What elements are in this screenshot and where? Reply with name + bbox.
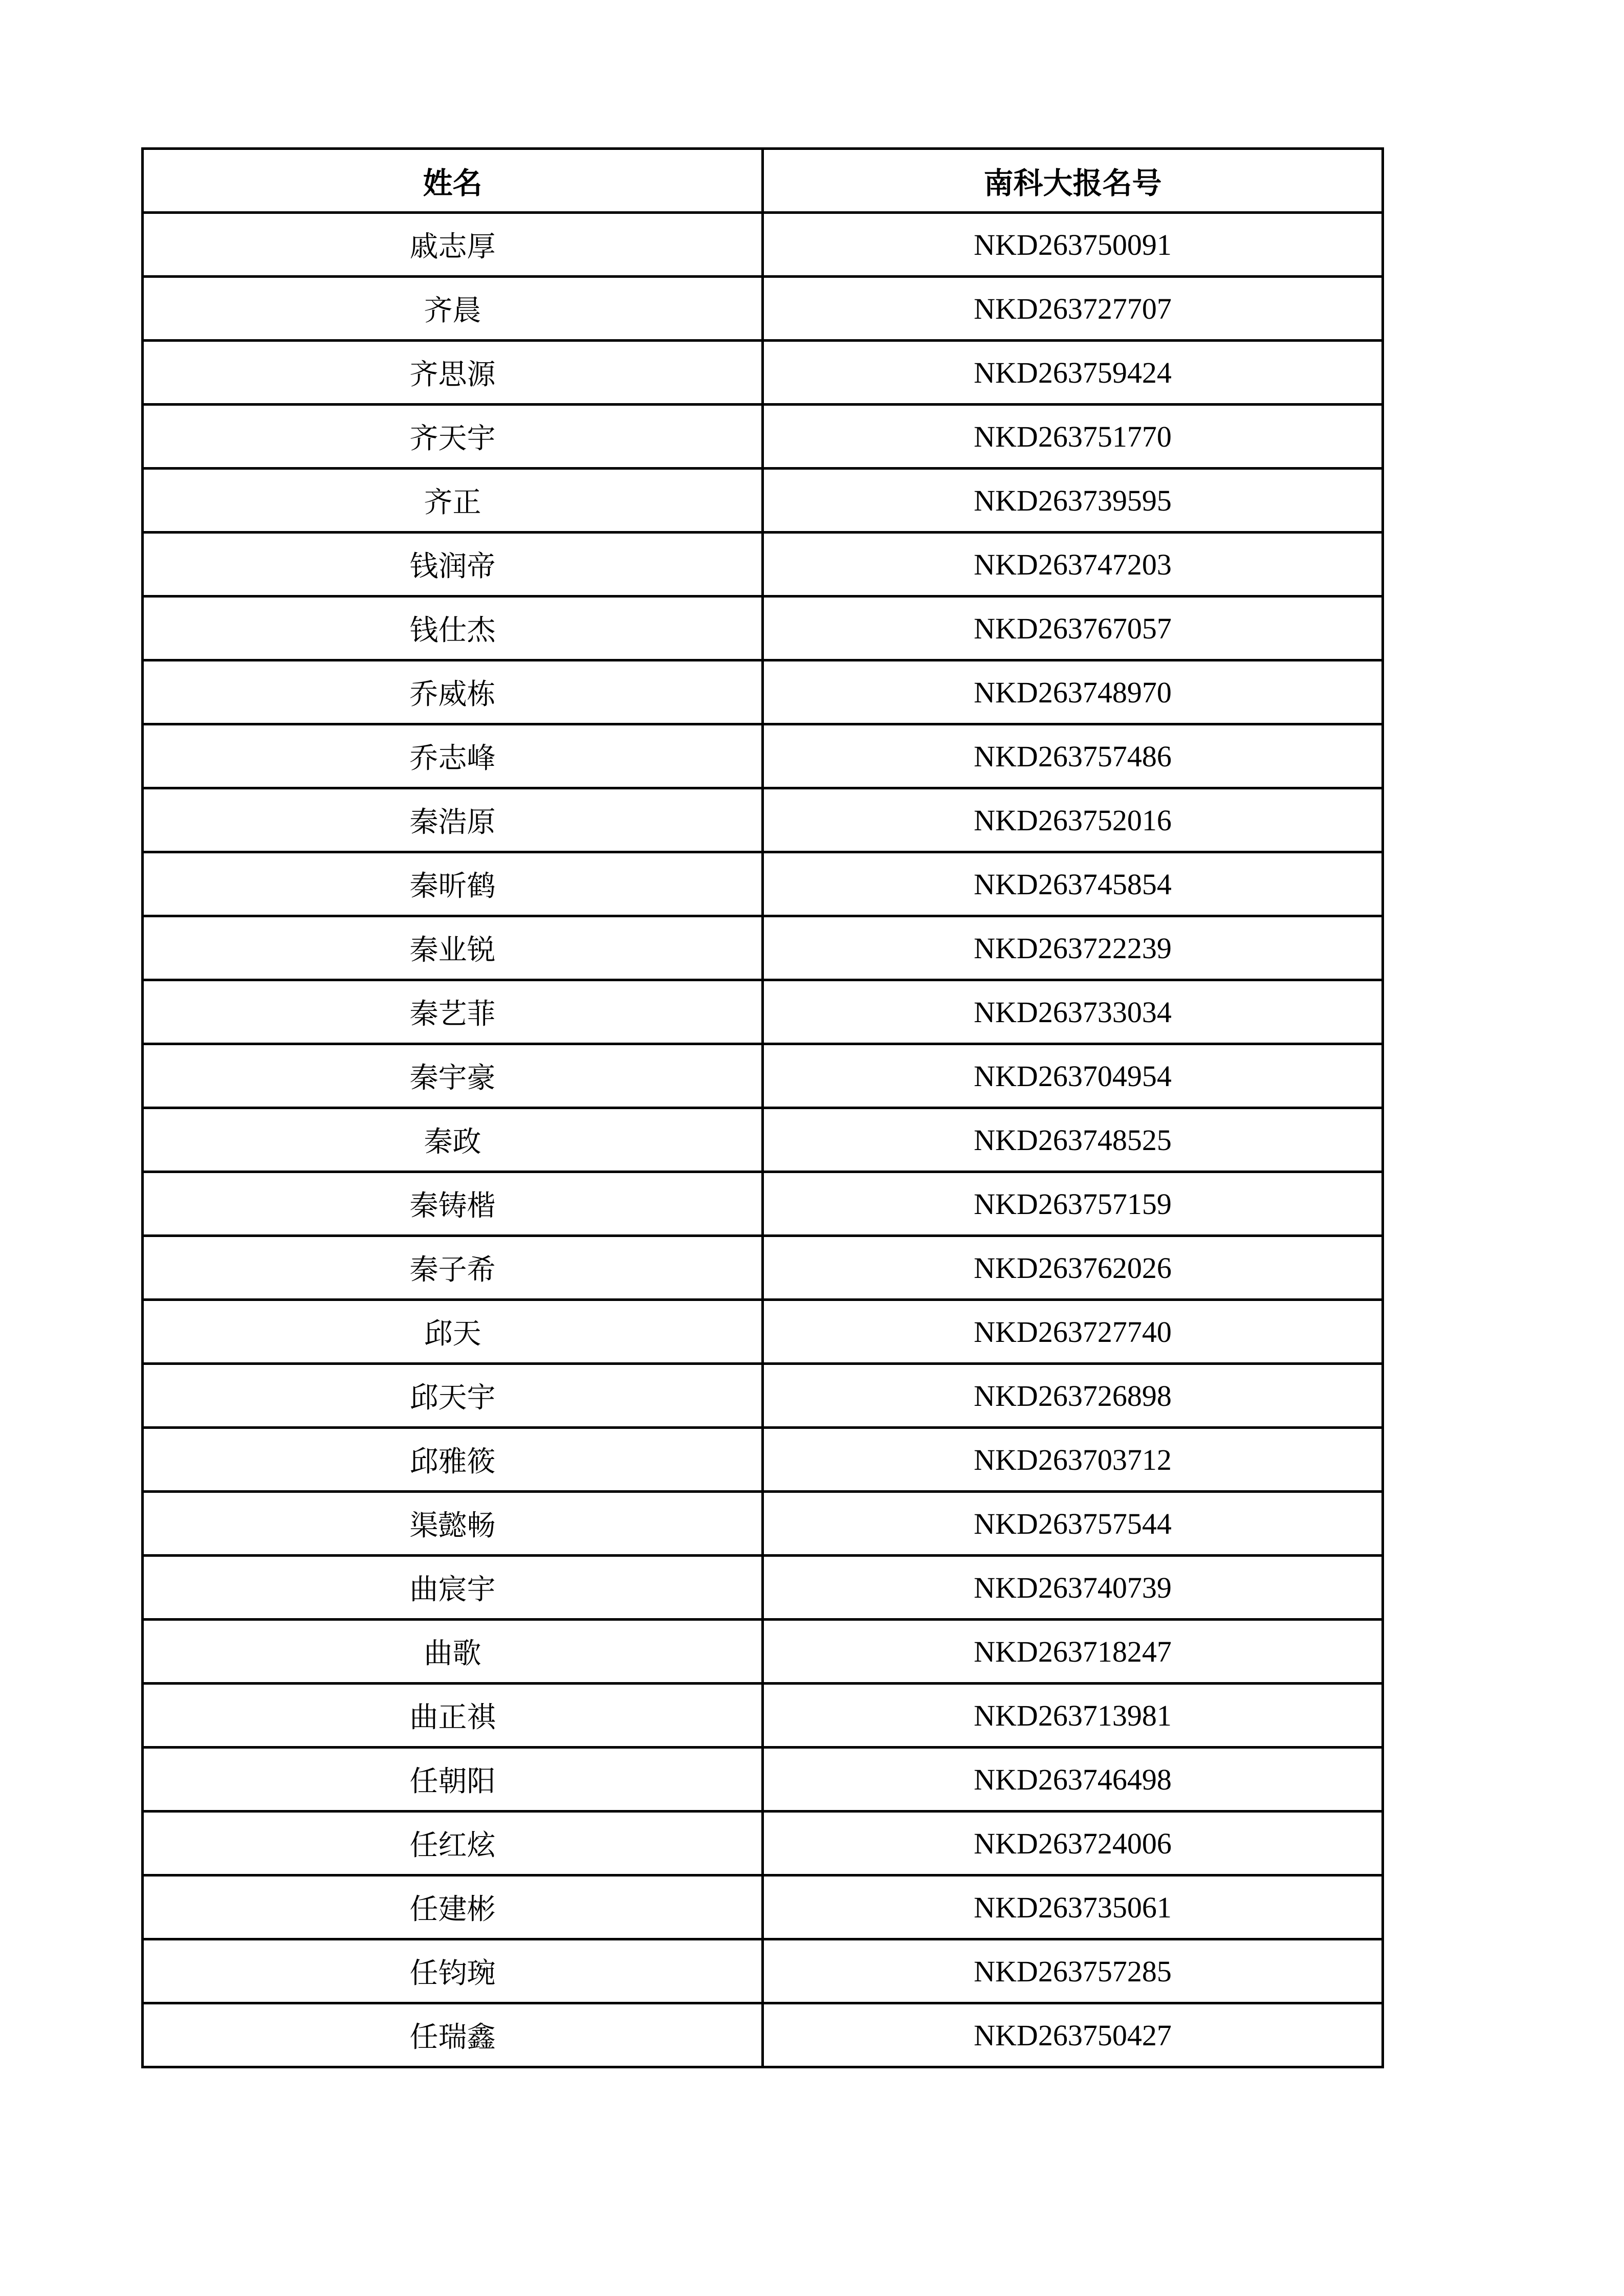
name-cell: 秦铸楷	[143, 1172, 763, 1236]
name-cell: 曲歌	[143, 1620, 763, 1684]
registration-id-cell: NKD263703712	[763, 1428, 1383, 1492]
name-cell: 渠懿畅	[143, 1492, 763, 1556]
name-cell: 乔志峰	[143, 724, 763, 788]
table-row	[143, 2003, 1383, 2067]
registration-id-cell: NKD263750427	[763, 2003, 1383, 2067]
name-cell: 邱天宇	[143, 1364, 763, 1428]
table-row	[143, 1684, 1383, 1748]
table-row	[143, 1044, 1383, 1108]
name-cell: 乔威栋	[143, 660, 763, 724]
table-row	[143, 724, 1383, 788]
table-row	[143, 597, 1383, 660]
name-cell: 齐晨	[143, 277, 763, 341]
table-row	[143, 980, 1383, 1044]
name-cell: 戚志厚	[143, 213, 763, 277]
table-row	[143, 916, 1383, 980]
registration-id-cell: NKD263747203	[763, 533, 1383, 597]
name-cell: 齐天宇	[143, 405, 763, 469]
name-cell: 秦业锐	[143, 916, 763, 980]
registration-id-cell: NKD263739595	[763, 469, 1383, 533]
name-cell: 任建彬	[143, 1875, 763, 1939]
name-cell: 齐思源	[143, 341, 763, 405]
table-row	[143, 788, 1383, 852]
name-cell: 秦子希	[143, 1236, 763, 1300]
registration-id-cell: NKD263759424	[763, 341, 1383, 405]
registration-id-cell: NKD263727740	[763, 1300, 1383, 1364]
registration-id-cell: NKD263722239	[763, 916, 1383, 980]
registration-id-cell: NKD263713981	[763, 1684, 1383, 1748]
header-row	[143, 149, 1383, 213]
table-row	[143, 1428, 1383, 1492]
name-cell: 钱润帝	[143, 533, 763, 597]
registration-id-cell: NKD263726898	[763, 1364, 1383, 1428]
registration-id-cell: NKD263750091	[763, 213, 1383, 277]
registration-id-cell: NKD263751770	[763, 405, 1383, 469]
registration-table	[141, 147, 1384, 2068]
registration-id-cell: NKD263745854	[763, 852, 1383, 916]
table-row	[143, 341, 1383, 405]
table-body	[143, 213, 1383, 2067]
registration-id-cell: NKD263727707	[763, 277, 1383, 341]
table-row	[143, 469, 1383, 533]
name-cell: 秦浩原	[143, 788, 763, 852]
name-cell: 曲正祺	[143, 1684, 763, 1748]
registration-id-cell: NKD263757159	[763, 1172, 1383, 1236]
name-cell: 钱仕杰	[143, 597, 763, 660]
registration-id-cell: NKD263740739	[763, 1556, 1383, 1620]
name-cell: 齐正	[143, 469, 763, 533]
table-row	[143, 1364, 1383, 1428]
table-row	[143, 1172, 1383, 1236]
table-row	[143, 1748, 1383, 1812]
name-cell: 任朝阳	[143, 1748, 763, 1812]
registration-id-cell: NKD263724006	[763, 1812, 1383, 1875]
name-cell: 秦昕鹤	[143, 852, 763, 916]
registration-id-cell: NKD263767057	[763, 597, 1383, 660]
table-row	[143, 1812, 1383, 1875]
table-row	[143, 213, 1383, 277]
table-row	[143, 1492, 1383, 1556]
table-row	[143, 405, 1383, 469]
registration-id-cell: NKD263762026	[763, 1236, 1383, 1300]
table-row	[143, 1236, 1383, 1300]
name-cell: 秦政	[143, 1108, 763, 1172]
name-cell: 邱雅筱	[143, 1428, 763, 1492]
table-row	[143, 277, 1383, 341]
registration-id-cell: NKD263757285	[763, 1939, 1383, 2003]
name-cell: 秦艺菲	[143, 980, 763, 1044]
registration-id-cell: NKD263718247	[763, 1620, 1383, 1684]
registration-id-cell: NKD263733034	[763, 980, 1383, 1044]
table-row	[143, 1620, 1383, 1684]
table-row	[143, 660, 1383, 724]
table-row	[143, 852, 1383, 916]
registration-id-cell: NKD263748970	[763, 660, 1383, 724]
name-cell: 任钧琬	[143, 1939, 763, 2003]
registration-id-cell: NKD263748525	[763, 1108, 1383, 1172]
table-row	[143, 1556, 1383, 1620]
table-row	[143, 1108, 1383, 1172]
name-cell: 邱天	[143, 1300, 763, 1364]
registration-id-cell: NKD263757544	[763, 1492, 1383, 1556]
header-registration-id: 南科大报名号	[763, 149, 1383, 213]
table-row	[143, 1875, 1383, 1939]
table-row	[143, 1300, 1383, 1364]
table-row	[143, 533, 1383, 597]
name-cell: 任瑞鑫	[143, 2003, 763, 2067]
header-name: 姓名	[143, 149, 763, 213]
registration-id-cell: NKD263704954	[763, 1044, 1383, 1108]
name-cell: 曲宸宇	[143, 1556, 763, 1620]
registration-id-cell: NKD263757486	[763, 724, 1383, 788]
registration-id-cell: NKD263735061	[763, 1875, 1383, 1939]
registration-id-cell: NKD263746498	[763, 1748, 1383, 1812]
name-cell: 秦宇豪	[143, 1044, 763, 1108]
name-cell: 任红炫	[143, 1812, 763, 1875]
table-row	[143, 1939, 1383, 2003]
registration-id-cell: NKD263752016	[763, 788, 1383, 852]
